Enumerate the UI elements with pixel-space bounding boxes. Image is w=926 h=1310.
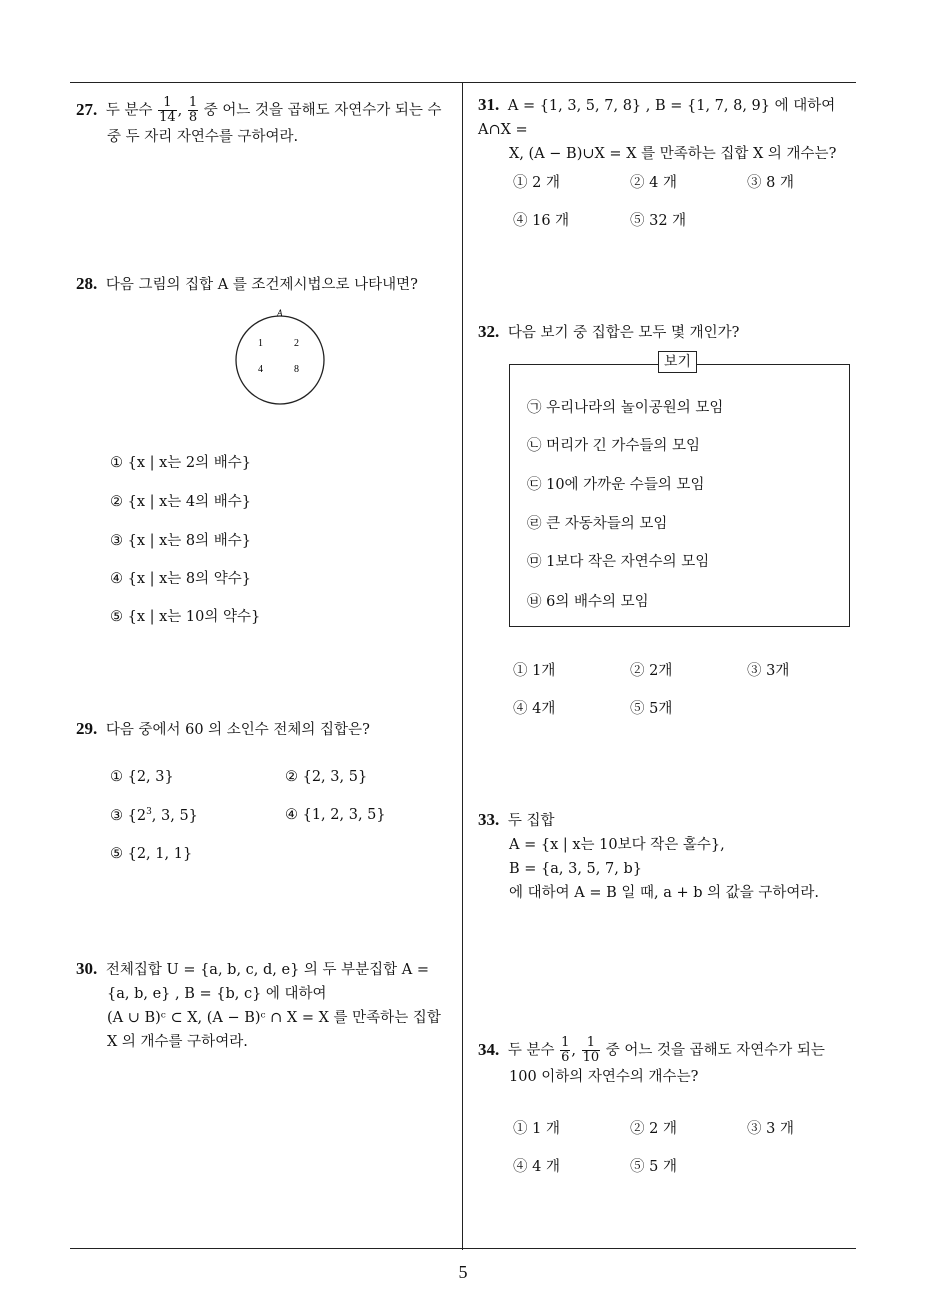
fraction: $\frac{1}{8}$ (188, 95, 198, 125)
option[interactable]: ② {2, 3, 5} (285, 769, 368, 785)
question-text: 다음 중에서 60 의 소인수 전체의 집합은? (105, 722, 370, 738)
question-number: 33. (478, 810, 500, 829)
venn-label: A (277, 308, 283, 318)
example-item: ㉤ 1보다 작은 자연수의 모임 (527, 554, 710, 570)
option[interactable]: ④ {x | x는 8의 약수} (110, 571, 251, 587)
question-30: 30. 전체집합 U = {a, b, c, d, e} 의 두 부분집합 A = {a, b, e} , B = {b, c} 에 대하여 (A ∪ B)ᶜ ⊂ X, (A − B)ᶜ ∩ X = X 를 만족하는 집합 X 의 개수를 구하여라. (76, 959, 441, 1050)
option[interactable]: ① {x | x는 2의 배수} (110, 455, 251, 471)
question-number: 34. (478, 1039, 500, 1059)
venn-item: 2 (294, 338, 299, 349)
option[interactable]: ④ 4개 (513, 701, 556, 717)
option[interactable]: ① {2, 3} (110, 769, 174, 785)
question-number: 28. (76, 274, 98, 293)
page-number: 5 (458, 1262, 468, 1282)
venn-item: 1 (258, 338, 263, 349)
example-item: ㉡ 머리가 긴 가수들의 모임 (527, 438, 701, 454)
question-text: 다음 보기 중 집합은 모두 몇 개인가? (507, 325, 740, 341)
option[interactable]: ② {x | x는 4의 배수} (110, 494, 251, 510)
option[interactable]: ⑤ 32 개 (630, 213, 687, 229)
venn-item: 4 (258, 364, 263, 375)
venn-item: 8 (294, 364, 299, 375)
option[interactable]: ① 1개 (513, 663, 556, 679)
option[interactable]: ② 2 개 (630, 1121, 677, 1137)
option[interactable]: ③ {x | x는 8의 배수} (110, 533, 251, 549)
option[interactable]: ⑤ 5개 (630, 701, 673, 717)
option[interactable]: ⑤ {x | x는 10의 약수} (110, 609, 261, 625)
option[interactable]: ⑤ 5 개 (630, 1159, 677, 1175)
option[interactable]: ② 4 개 (630, 175, 677, 191)
question-number: 27. (76, 99, 98, 119)
option[interactable]: ③ {$2^3$, 3, 5} (110, 807, 198, 824)
option[interactable]: ③ 3 개 (747, 1121, 794, 1137)
option[interactable]: ④ 16 개 (513, 213, 570, 229)
bottom-rule (70, 1248, 856, 1249)
option[interactable]: ⑤ {2, 1, 1} (110, 846, 193, 862)
example-item: ㉥ 6의 배수의 모임 (527, 594, 649, 610)
question-number: 29. (76, 719, 98, 738)
fraction: $\frac{1}{14}$ (159, 95, 176, 125)
column-divider (462, 83, 463, 1250)
option[interactable]: ③ 3개 (747, 663, 790, 679)
question-number: 31. (478, 95, 500, 114)
question-number: 30. (76, 959, 98, 978)
option[interactable]: ① 2 개 (513, 175, 560, 191)
question-28 (76, 272, 456, 297)
top-rule (70, 82, 856, 83)
example-item: ㉢ 10에 가까운 수들의 모임 (527, 477, 705, 493)
question-33: 33. 두 집합 A = {x | x는 10보다 작은 홀수}, B = {a, 3, 5, 7, b} 에 대하여 A = B 일 때, a + b 의 값을 구하여라. (478, 810, 819, 901)
option[interactable]: ① 1 개 (513, 1121, 560, 1137)
option[interactable]: ④ {1, 2, 3, 5} (285, 807, 386, 823)
question-number: 32. (478, 322, 500, 341)
question-31: 31. A = {1, 3, 5, 7, 8} , B = {1, 7, 8, 9} 에 대하여 A∩X = X, (A − B)∪X = X 를 만족하는 집합 X 의 개수는? (478, 95, 837, 162)
option[interactable]: ③ 8 개 (747, 175, 794, 191)
question-34: 34. 두 분수 $\frac{1}{6}$ , $\frac{1}{10}$ 중 어느 것을 곱해도 자연수가 되는 100 이하의 자연수의 개수는? (478, 1035, 825, 1085)
venn-diagram (230, 308, 330, 408)
option[interactable]: ② 2개 (630, 663, 673, 679)
example-item: ㉣ 큰 자동차들의 모임 (527, 516, 668, 532)
question-27: 27. 두 분수 $\frac{1}{14}$ , $\frac{1}{8}$ 중 어느 것을 곱해도 자연수가 되는 수 중 두 자리 자연수를 구하여라. (76, 95, 442, 145)
fraction: $\frac{1}{6}$ (561, 1035, 570, 1065)
question-32 (478, 320, 863, 345)
example-box-title: 보기 (658, 351, 697, 373)
question-text: 다음 그림의 집합 A 를 조건제시법으로 나타내면? (105, 277, 418, 293)
question-29 (76, 717, 456, 742)
option[interactable]: ④ 4 개 (513, 1159, 560, 1175)
example-item: ㉠ 우리나라의 놀이공원의 모임 (527, 400, 724, 416)
fraction: $\frac{1}{10}$ (582, 1035, 600, 1065)
